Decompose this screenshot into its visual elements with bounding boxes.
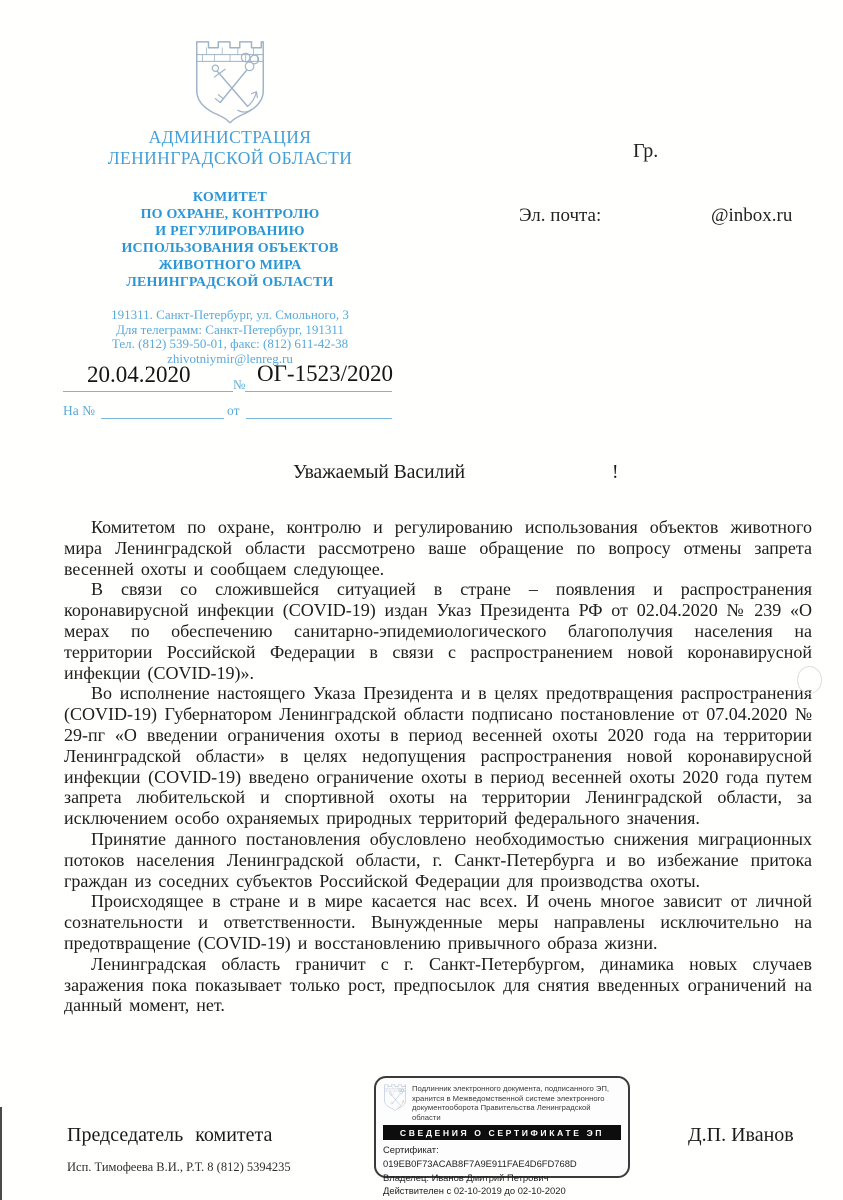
stamp-certificate-bar: СВЕДЕНИЯ О СЕРТИФИКАТЕ ЭП [383,1125,621,1140]
org-email: zhivotniymir@lenreg.ru [167,350,293,366]
letter-number: ОГ-1523/2020 [257,361,393,386]
stamp-certificate-details [383,1143,621,1197]
recipient-email-label: Эл. почта: [519,205,602,226]
stamp-owner: Владелец: Иванов Дмитрий Петрович [383,1171,549,1183]
number-underline [245,390,392,392]
stamp-header-line3: документооборота Правительства Ленинградской области [411,1103,591,1122]
address-line2: Для телеграмм: Санкт-Петербург, 191311 [116,321,344,337]
stamp-header-line2: хранится в Межведомственной системе электронного [411,1093,605,1103]
paragraph-1: Комитетом по охране, контролю и регулированию использования объектов животного мира Ленинградской области рассмотрено ваше обращение по вопросу отмены запрета весенней охоты и сообщаем следующее. [64,517,812,579]
stamp-header-line1: Подлинник электронного документа, подписанного ЭП, [411,1084,610,1093]
scan-artifact-edge-line [0,1107,2,1200]
incoming-number-label: На № [63,403,95,418]
org-address [40,308,420,366]
recipient-citizen-label: Гр. [633,140,659,162]
coat-of-arms-icon [192,36,268,124]
address-line3: Тел. (812) 539-50-01, факс: (812) 611-42-38 [111,336,349,351]
salutation: Уважаемый Василий [293,462,466,483]
date-underline [63,390,233,392]
stamp-certificate-number: Сертификат: 019EB0F73ACAB8F7A9E911FAE4D6FD768D [383,1144,577,1169]
paragraph-3: Во исполнение настоящего Указа Президента и в целях предотвращения распространения (COVID-19) Губернатором Ленинградской области подписано постановление от 07.04.2020 № 29-пг «О введении ограничения охоты в период весенней охоты 2020 года на территории Ленинградской области» в целях недопущения распространения новой коронавирусной инфекции (COVID-19) введено ограничение охоты в период весенней охоты 2020 года путем запрета любительской и спортивной охоты на территории Ленинградской области, за исключением особо охраняемых природных территорий федерального значения. [64,683,812,829]
committee-line1: КОМИТЕТ [192,190,268,205]
stamp-coat-of-arms-icon [383,1083,407,1111]
signer-title: Председатель комитета [67,1124,273,1146]
stamp-header-text [412,1083,621,1122]
incoming-number-underline [101,417,224,419]
committee-line4: ИСПОЛЬЗОВАНИЯ ОБЪЕКТОВ [121,241,339,256]
stamp-validity: Действителен с 02-10-2019 до 02-10-2020 [383,1185,566,1197]
paragraph-5: Происходящее в стране и в мире касается нас всех. И очень многое зависит от личной сознательности и ответственности. Вынужденные меры направлены исключительно на предотвращение (COVID-19) и восстановлению привычного образа жизни. [64,891,812,953]
incoming-from-underline [246,417,392,419]
esignature-stamp [374,1076,630,1197]
paragraph-6: Ленинградская область граничит с г. Санкт-Петербургом, динамика новых случаев заражения пока показывает только рост, предпосылок для снятия введенных ограничений на данный момент, нет. [64,953,812,1016]
signer-name: Д.П. Иванов [688,1124,794,1146]
address-line1: 191311. Санкт-Петербург, ул. Смольного, 3 [111,307,349,322]
letter-body [64,517,812,1016]
stamp-header [383,1083,621,1122]
letter-date: 20.04.2020 [87,362,191,387]
executor-info: Исп. Тимофеева В.И., Р.Т. 8 (812) 5394235 [67,1160,291,1174]
org-name-line1: АДМИНИСТРАЦИЯ [148,127,312,147]
org-name-line2: ЛЕНИНГРАДСКОЙ ОБЛАСТИ [107,148,353,168]
committee-line6: ЛЕНИНГРАДСКОЙ ОБЛАСТИ [126,275,334,290]
recipient-email-domain: @inbox.ru [711,205,793,226]
letterhead [40,36,420,366]
incoming-from-label: от [227,403,240,418]
committee-line3: И РЕГУЛИРОВАНИЮ [155,224,305,239]
paragraph-2: В связи со сложившейся ситуацией в стране – появления и распространения коронавирусной инфекции (COVID-19) издан Указ Президента РФ от 02.04.2020 № 239 «О мерах по обеспечению санитарно-эпидемиологического благополучия населения на территории Российской Федерации в связи с распространением новой коронавирусной инфекции (COVID-19)». [64,579,812,683]
committee-name [40,189,420,291]
scan-artifact-circle [797,666,822,694]
paragraph-4: Принятие данного постановления обусловлено необходимостью снижения миграционных потоков населения Ленинградской области, г. Санкт-Петербурга и во избежание притока граждан из соседних субъектов Российской Федерации для производства охоты. [64,828,812,891]
committee-line5: ЖИВОТНОГО МИРА [158,258,302,273]
number-sign-label: № [233,377,246,392]
org-name [40,127,420,169]
salutation-exclamation: ! [612,462,619,483]
committee-line2: ПО ОХРАНЕ, КОНТРОЛЮ [140,207,320,222]
